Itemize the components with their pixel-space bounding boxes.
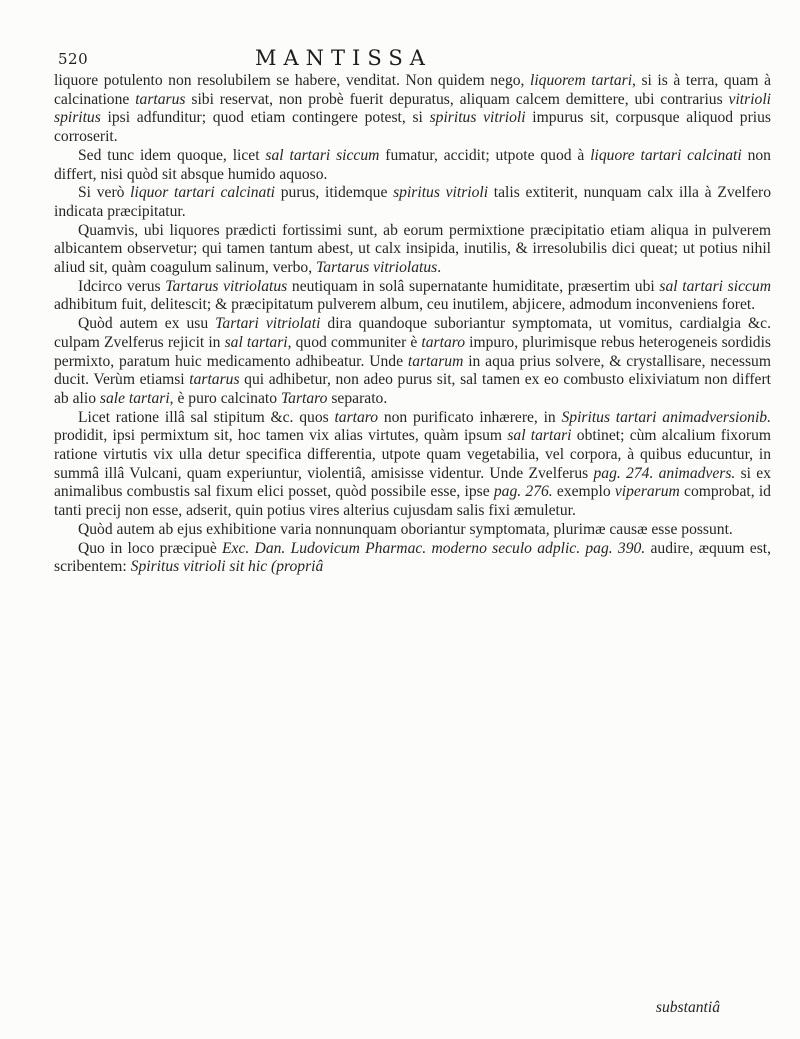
catchword: substantiâ [655, 999, 720, 1016]
paragraph: Quòd autem ex usu Tartari vitriolati dira quandoque suboriantur symptomata, ut vomitus, cardialgia &c. culpam Zvelferus rejicit in sal tartari, quod communiter è tartaro impuro, plurimisque rebus heterogeneis sordidis permixto, paratum huic medicamento adhibeatur. Unde tartarum in aqua prius solvere, & crystallisare, necessum ducit. Verùm etiamsi tartarus qui adhibetur, non adeo purus sit, sal tamen ex eo combusto elixiviatum non differt ab alio sale tartari, è puro calcinato Tartaro separato. [54, 315, 771, 407]
paragraph: Quòd autem ab ejus exhibitione varia nonnunquam oboriantur symptomata, plurimæ causæ esse possunt. [78, 520, 733, 538]
paragraph: Quo in loco præcipuè Exc. Dan. Ludovicum Pharmac. moderno seculo adplic. pag. 390. audire, æquum est, scribentem: Spiritus vitrioli sit hic (propriâ [54, 539, 771, 576]
paragraph: Licet ratione illâ sal stipitum &c. quos tartaro non purificato inhærere, in Spiritus tartari animadversionib. prodidit, ipsi permixtum sit, hoc tamen vix alias virtutes, quàm ipsum sal tartari obtinet; cùm alcalium fixorum ratione virtutis vix ulla detur specifica differentia, utpote quam vegetabilia, vel corpora, à quibus educuntur, in summâ illâ Vulcani, quam experiuntur, violentiâ, amisisse videntur. Unde Zvelferus pag. 274. animadvers. si ex animalibus combustis sal fixum elici posset, quòd possibile esse, ipse pag. 276. exemplo viperarum comprobat, id tanti precij non esse, adserit, quin potius vires alterius cujusdam salis fixi æmuletur. [54, 408, 772, 520]
page-number: 520 [58, 50, 89, 68]
paragraph: liquore potulento non resolubilem se habere, venditat. Non quidem nego, liquorem tartari, si is à terra, quam à calcinatione tartarus sibi reservat, non probè fuerit depuratus, aliquam calcem demittere, ubi contrarius vitrioli spiritus ipsi adfunditur; quod etiam contingere potest, si spiritus vitrioli impurus sit, corpusque aliquod prius corroserit. [54, 72, 771, 146]
body-text [54, 72, 771, 577]
paragraph: Si verò liquor tartari calcinati purus, itidemque spiritus vitrioli talis extiterit, nunquam calx illa à Zvelfero indicata præcipitatur. [54, 184, 771, 220]
paragraph: Sed tunc idem quoque, licet sal tartari siccum fumatur, accidit; utpote quod à liquore tartari calcinati non differt, nisi quòd sit absque humido aquoso. [54, 146, 771, 183]
paragraph: Quamvis, ubi liquores prædicti fortissimi sunt, ab eorum permixtione præcipitatio etiam aliqua in pulverem albicantem observetur; qui tamen tantum abest, ut calx insipida, inutilis, & irresolubilis dici queat; ut potius nihil aliud sit, quàm coagulum salinum, verbo, Tartarus vitriolatus. [54, 221, 771, 277]
running-title: MANTISSA [255, 46, 432, 70]
paragraph: Idcirco verus Tartarus vitriolatus neutiquam in solâ supernatante humiditate, præsertim ubi sal tartari siccum adhibitum fuit, delitescit; & præcipitatum pulverem album, ceu inutilem, abjicere, admodum inconveniens foret. [54, 277, 771, 314]
